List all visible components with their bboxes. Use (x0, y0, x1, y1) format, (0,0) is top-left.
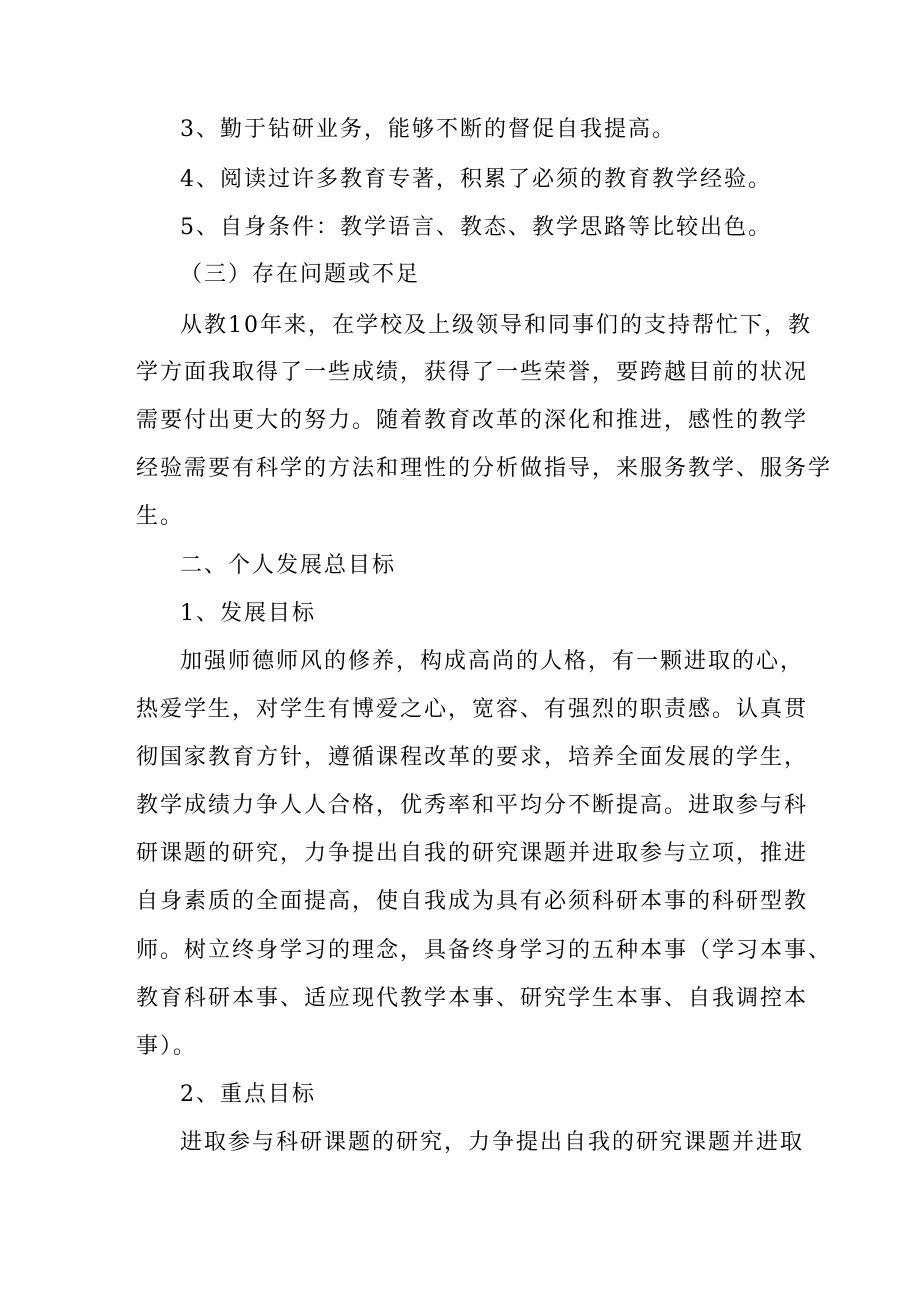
subheading-key-goal: 2、重点目标 (180, 1082, 316, 1107)
paragraph-line: 需要付出更大的努力。随着教育改革的深化和推进，感性的教学 (136, 408, 809, 433)
paragraph-line: 经验需要有科学的方法和理性的分析做指导，来服务教学、服务学 (136, 456, 833, 481)
section-heading-goals: 二、个人发展总目标 (180, 553, 397, 578)
section-heading-problems: （三）存在问题或不足 (180, 262, 421, 287)
paragraph-line: 加强师德师风的修养，构成高尚的人格，有一颗进取的心， (180, 649, 805, 674)
paragraph-line: 从教10年来，在学校及上级领导和同事们的支持帮忙下，教 (180, 313, 812, 338)
paragraph-line: 研课题的研究，力争提出自我的研究课题并进取参与立项，推进 (136, 841, 809, 866)
paragraph-line: 教育科研本事、适应现代教学本事、研究学生本事、自我调控本 (136, 986, 809, 1011)
list-item-3: 3、勤于钻研业务，能够不断的督促自我提高。 (180, 117, 676, 142)
paragraph-line: 学方面我取得了一些成绩，获得了一些荣誉，要跨越目前的状况 (136, 360, 809, 385)
paragraph-line: 生。 (136, 504, 185, 529)
list-item-5: 5、自身条件：教学语言、教态、教学思路等比较出色。 (180, 215, 772, 240)
paragraph-line: 热爱学生，对学生有博爱之心，宽容、有强烈的职责感。认真贯 (136, 697, 809, 722)
paragraph-line: 进取参与科研课题的研究，力争提出自我的研究课题并进取 (180, 1130, 805, 1155)
list-item-4: 4、阅读过许多教育专著，积累了必须的教育教学经验。 (180, 167, 772, 192)
paragraph-line: 教学成绩力争人人合格，优秀率和平均分不断提高。进取参与科 (136, 793, 809, 818)
paragraph-line: 事）。 (136, 1034, 198, 1059)
paragraph-line: 自身素质的全面提高，使自我成为具有必须科研本事的科研型教 (136, 889, 809, 914)
subheading-development-goal: 1、发展目标 (180, 601, 316, 626)
paragraph-line: 彻国家教育方针，遵循课程改革的要求，培养全面发展的学生， (136, 745, 809, 770)
paragraph-line: 师。树立终身学习的理念，具备终身学习的五种本事（学习本事、 (136, 938, 833, 963)
